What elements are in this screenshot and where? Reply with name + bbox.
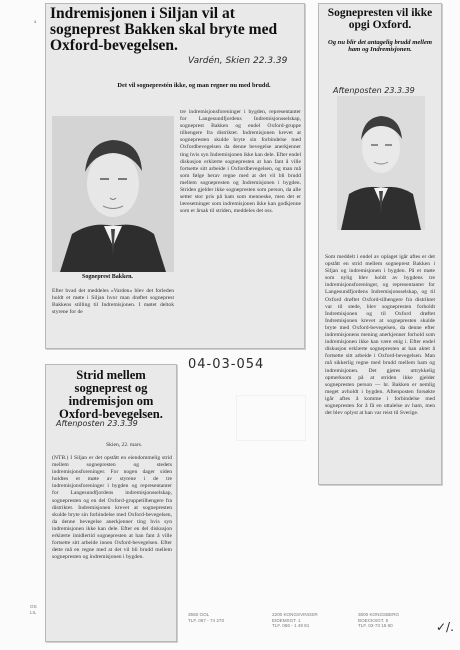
portrait-image (52, 116, 174, 272)
right-headline: Sognepresten vil ikke opgi Oxford. (327, 7, 433, 31)
main-headline: Indremisjonen i Siljan vil at sogneprest Bakken skal bryte med Oxford-bevegelsen. (50, 5, 278, 54)
footer-col1-line1: 3550 GOL (188, 612, 210, 617)
footer-left (30, 604, 37, 615)
bottom-dateline: Skien, 22. mars. (106, 442, 143, 448)
clipping-main (45, 3, 305, 349)
binder-mark: a (34, 20, 37, 25)
footer-col3-line1: 3600 KONGSBERG (358, 612, 400, 617)
corner-mark: ✓/. (436, 620, 454, 634)
portrait-image-right (337, 96, 425, 230)
right-handwritten-source: Aftenposten 23.3.39 (333, 86, 415, 95)
footer-col1-line2: TLF. 067 - 74 270 (188, 617, 225, 623)
footer-col2-line2: EIDEMSGT. 1 (272, 617, 301, 623)
main-col2-text: tre indremisjonsforeninger i bygden, representanter for Langesundfjordens Indremisjonsselskap, sogneprest Bakken og endel Oxford-gruppe tilhengere fra distriktet. Indremisjonen krevet at sognepresten skulde bryte sin forbindelse med Oxfordbevegelsen da denne bevegelse anerkjenner ting hvis syn Indremisjonen ikke kan dele. Efter endel diskusjon erklærte sognepresten at han fant å ville fortsette sitt arbeide i Oxfordbevegelsen, og man må som følge herav regne med at det vil bli brudd mellem sognepresten og Indremisjonen i bygden. Striden gjelder ikke sognepresten som person, da alle setter stor pris på ham som menneske, men det er læresetninger som indremisjonen ikke kan godkjenne som er årsak til striden, meddeles det oss. (180, 109, 302, 215)
main-lead-text: Efter hvad det meddeles «Varden» blev det forleden holdt et møte i Siljan hvor man drøftet sogneprest Bakkens stilling til Indremisjonen. I møtet deltok styrene for de (52, 288, 174, 316)
portrait-photo-bakken (52, 116, 174, 272)
bottom-handwritten-source: Aftenposten 23.3.39 (56, 419, 138, 428)
footer-left-line1: OS (30, 604, 37, 609)
footer-col2-line1: 2200 KONGSVINGER (272, 612, 318, 617)
main-subheadline: Det vil sogneprestén ikke, og man regner nu med brudd. (117, 82, 271, 89)
portrait-photo-right (337, 96, 425, 230)
footer-col3 (358, 612, 399, 629)
right-body-text: Som meddelt i endel av oplaget igår aftes er det opstått en strid mellem sogneprest Bakken i Siljan og indremisjonen i bygden. På et møte som nylig blev holdt av bygdens tre indremisjonsforeninger, og representanter for Langesundfjordens Indremisjonsselskap, og til Oxford drøftet Oxford-tilhengere fra distriktet var til stede, blev sognepresten forholdt Indremisjonen og til Oxford drøftet Indremisjonen krevet at sognepresten skulde bryte med Oxford-bevegelsen, da denne efter indremisjonens mening anerkjenner forhold som indremisjonen ikke kan være enig i. Efter endel diskusjon erklærte sognepresten at han aktet å fortsette sitt arbeide i Oxford-bevegelsen. Man må sikkerlig regne med brudd mellem ham og indremisjonen. Det gjøres uttrykkelig opmerksom på at striden ikke gjelder sognepresten person — hr. Bakken er nemlig meget avholdt i bygden. Aftenposten forsøkte igår aftes å komme i forbindelse med sognepresten for å få en uttalelse av ham, men det blev oplyst at han var reist til Sverige. (325, 254, 435, 417)
right-subheadline: Og nu blir det antagelig brudd mellem ham og Indremisjonen. (327, 39, 433, 53)
footer-col3-line3: TLF. 03-73 15 60 (358, 623, 393, 629)
footer-col2 (272, 612, 318, 629)
footer-col3-line2: BOECKSGT. 5 (358, 617, 389, 623)
clipping-right (318, 3, 442, 485)
footer-col1 (188, 612, 224, 623)
clipping-bottom (45, 364, 177, 642)
archive-number: 04-03-054 (188, 357, 265, 372)
ghost-stamp (236, 395, 306, 441)
footer-col2-line3: TLF. 066 - 1 49 81 (272, 623, 310, 629)
bottom-headline: Strid mellem sogneprest og indremisjon om Oxford-bevegelsen. (59, 368, 163, 421)
main-handwritten-source: Vardén, Skien 22.3.39 (188, 56, 288, 66)
footer-left-line2: LIL (30, 609, 37, 615)
portrait-caption: Sogneprest Bakken. (82, 274, 133, 280)
bottom-body-text: (NTB.) I Siljan er det opstått en eiendommelig strid mellem sognepresten og stedets indremisjonsforeninger. For nogen dager siden holdtes et møte av styrene i de tre indremisjonsforeninger i bygden og representanter for Langesundfjordens indremisjonsselskap, sognepresten og en del Oxford-gruppetilhengere fra distriktet. Indremisjonen krevet at sognepresten skulde bryte sin forbindelse med Oxford-bevegelsen, da denne bevegelse anerkjenner ting hvis syn indremisjonen ikke kan dele. Efter en del diskusjon erklærte imidlertid sognepresten at han fant å ville fortsette sitt arbeide innen Oxford-bevegelsen. Efter dette må en regne med at det vil bli brudd mellem sognepresten og indremisjonen i bygden. (52, 455, 172, 561)
